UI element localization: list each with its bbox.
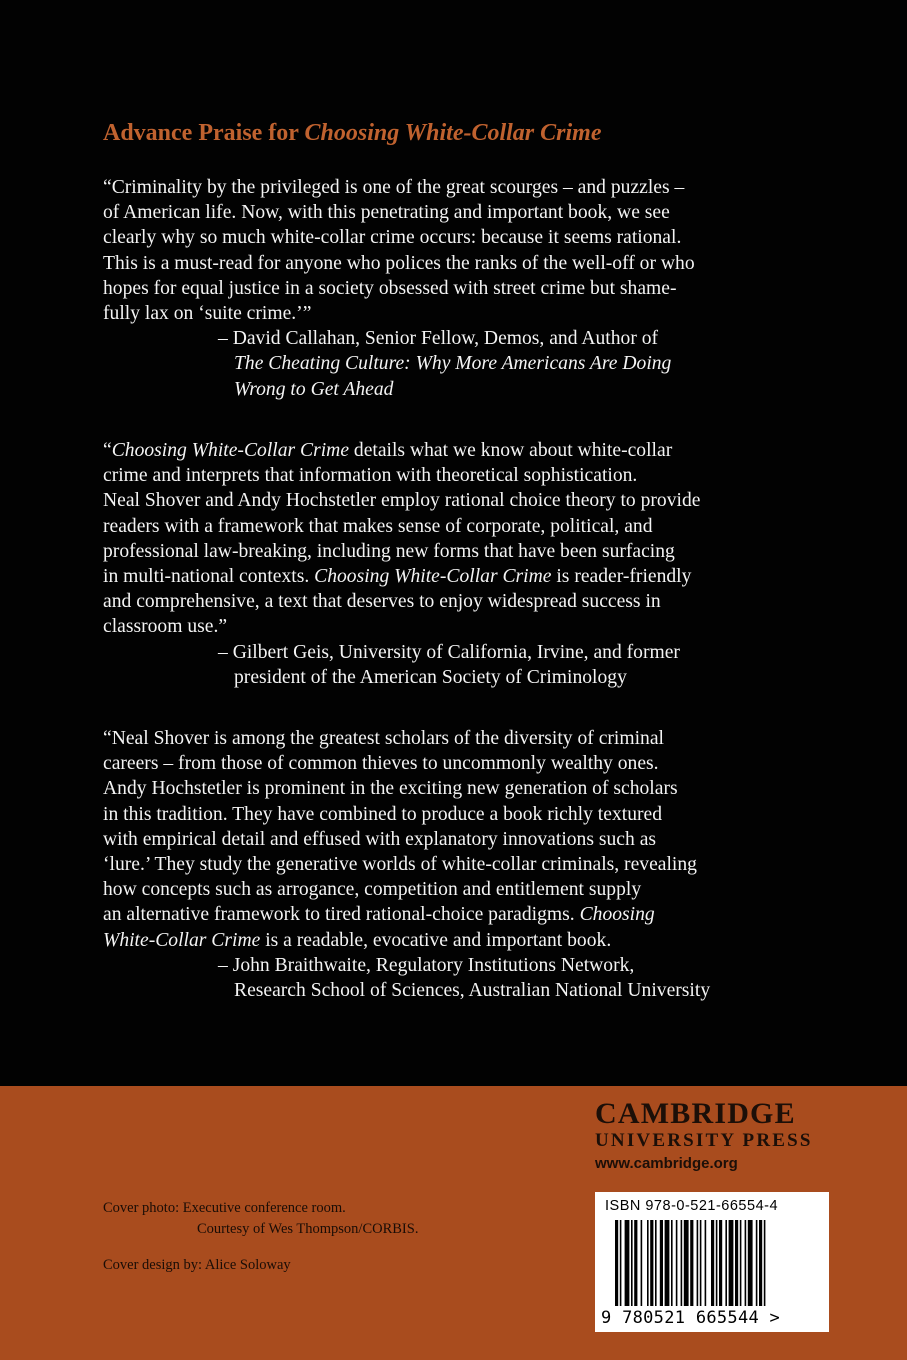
barcode-stripe bbox=[684, 1220, 689, 1306]
design-credit: Cover design by: Alice Soloway bbox=[103, 1257, 291, 1273]
attribution-callahan bbox=[218, 326, 803, 402]
cover-credits bbox=[103, 1198, 418, 1276]
quote-text: is a readable, evocative and important book. bbox=[260, 929, 612, 951]
heading-title: Choosing White-Collar Crime bbox=[304, 120, 602, 146]
publisher-url: www.cambridge.org bbox=[595, 1155, 738, 1172]
barcode-stripe bbox=[697, 1220, 699, 1306]
quote-geis bbox=[103, 438, 803, 690]
barcode-digits: 9 780521 665544 > bbox=[601, 1308, 781, 1328]
barcode-stripe bbox=[735, 1220, 738, 1306]
barcode-stripe bbox=[650, 1220, 653, 1306]
quote-text: details what we know about white-collar bbox=[349, 440, 673, 461]
quote-line: This is a must-read for anyone who polices the ranks of the well-off or who bbox=[103, 252, 695, 274]
quote-line: “Criminality by the privileged is one of the great scourges – and puzzles – bbox=[103, 177, 685, 198]
quote-line bbox=[103, 902, 803, 927]
quote-line: with empirical detail and effused with explanatory innovations such as bbox=[103, 828, 657, 850]
book-title: Choosing bbox=[579, 904, 655, 926]
barcode-stripe bbox=[660, 1220, 663, 1306]
quote-line: and comprehensive, a text that deserves to enjoy widespread success in bbox=[103, 591, 661, 613]
attribution-braithwaite bbox=[218, 953, 803, 1003]
book-title: Choosing White-Collar Crime bbox=[314, 566, 552, 588]
barcode-stripe bbox=[725, 1220, 727, 1306]
barcode-stripe bbox=[647, 1220, 649, 1306]
barcode-stripe bbox=[711, 1220, 714, 1306]
quote-text: is reader-friendly bbox=[551, 566, 692, 588]
barcode-stripe bbox=[676, 1220, 678, 1306]
quote-line: clearly why so much white-collar crime occurs: because it seems rational. bbox=[103, 227, 682, 249]
barcode-stripe bbox=[655, 1220, 657, 1306]
quote-line bbox=[103, 438, 803, 463]
quote-text: an alternative framework to tired rational-choice paradigms. bbox=[103, 904, 580, 926]
barcode-stripe bbox=[705, 1220, 707, 1306]
quote-text: in multi-national contexts. bbox=[103, 566, 315, 588]
quote-line: how concepts such as arrogance, competition and entitlement supply bbox=[103, 879, 642, 901]
isbn-barcode bbox=[595, 1192, 829, 1332]
barcode-stripe bbox=[745, 1220, 747, 1306]
quote-line: of American life. Now, with this penetrating and important book, we see bbox=[103, 202, 670, 224]
barcode-stripe bbox=[634, 1220, 637, 1306]
quote-line: classroom use.” bbox=[103, 616, 228, 638]
barcode-stripe bbox=[716, 1220, 718, 1306]
barcode-stripe bbox=[615, 1220, 618, 1306]
quote-line: fully lax on ‘suite crime.’” bbox=[103, 303, 312, 325]
attribution-book-title: Wrong to Get Ahead bbox=[234, 378, 394, 400]
attribution-line: – Gilbert Geis, University of California, Irvine, and former bbox=[218, 641, 680, 663]
barcode-stripe bbox=[625, 1220, 630, 1306]
isbn-label: ISBN 978-0-521-66554-4 bbox=[605, 1198, 779, 1214]
barcode-stripe bbox=[740, 1220, 742, 1306]
quote-callahan bbox=[103, 175, 803, 402]
barcode-stripe bbox=[764, 1220, 766, 1306]
barcode-stripe bbox=[671, 1220, 673, 1306]
attribution-line: – David Callahan, Senior Fellow, Demos, and Author of bbox=[218, 328, 659, 350]
quote-line bbox=[103, 564, 803, 589]
photo-credit-line: Cover photo: Executive conference room. bbox=[103, 1200, 346, 1216]
attribution-line: – John Braithwaite, Regulatory Institutions Network, bbox=[218, 954, 635, 976]
quote-line: Andy Hochstetler is prominent in the exciting new generation of scholars bbox=[103, 778, 678, 800]
quote-braithwaite bbox=[103, 726, 803, 1003]
barcode-stripe bbox=[756, 1220, 758, 1306]
attribution-line: president of the American Society of Criminology bbox=[234, 666, 627, 688]
attribution-book-title: The Cheating Culture: Why More Americans Are Doing bbox=[234, 353, 672, 375]
praise-heading bbox=[103, 120, 601, 147]
barcode-stripe bbox=[748, 1220, 753, 1306]
quote-line: hopes for equal justice in a society obsessed with street crime but shame- bbox=[103, 277, 677, 299]
attribution-geis bbox=[218, 640, 803, 690]
quote-line: “Neal Shover is among the greatest scholars of the diversity of criminal bbox=[103, 728, 664, 749]
barcode-stripe bbox=[620, 1220, 622, 1306]
quote-line: professional law-breaking, including new forms that have been surfacing bbox=[103, 540, 675, 562]
barcode-stripe bbox=[759, 1220, 762, 1306]
publisher-name: CAMBRIDGE bbox=[595, 1097, 796, 1130]
barcode-stripe bbox=[641, 1220, 643, 1306]
book-title: Choosing White-Collar Crime bbox=[111, 440, 350, 461]
book-title: White-Collar Crime bbox=[103, 929, 261, 951]
attribution-line: Research School of Sciences, Australian National University bbox=[234, 980, 711, 1002]
quote-line: ‘lure.’ They study the generative worlds of white-collar criminals, revealing bbox=[103, 854, 697, 876]
barcode-stripe bbox=[729, 1220, 734, 1306]
barcode-stripe bbox=[631, 1220, 633, 1306]
barcode-stripe bbox=[719, 1220, 722, 1306]
photo-credit-line: Courtesy of Wes Thompson/CORBIS. bbox=[197, 1221, 419, 1237]
barcode-stripe bbox=[700, 1220, 702, 1306]
quote-line: in this tradition. They have combined to produce a book richly textured bbox=[103, 803, 663, 825]
quote-line: crime and interprets that information with theoretical sophistication. bbox=[103, 465, 638, 487]
heading-prefix: Advance Praise for bbox=[103, 120, 305, 146]
barcode-stripe bbox=[690, 1220, 693, 1306]
publisher-logo bbox=[595, 1098, 830, 1176]
barcode-stripe bbox=[665, 1220, 670, 1306]
barcode-stripe bbox=[681, 1220, 683, 1306]
quote-line: Neal Shover and Andy Hochstetler employ rational choice theory to provide bbox=[103, 490, 701, 512]
quote-line: careers – from those of common thieves to uncommonly wealthy ones. bbox=[103, 753, 659, 775]
publisher-subname: UNIVERSITY PRESS bbox=[595, 1130, 813, 1151]
quote-line: readers with a framework that makes sense of corporate, political, and bbox=[103, 515, 653, 537]
quote-open: “ bbox=[103, 440, 112, 461]
quote-line bbox=[103, 928, 803, 953]
